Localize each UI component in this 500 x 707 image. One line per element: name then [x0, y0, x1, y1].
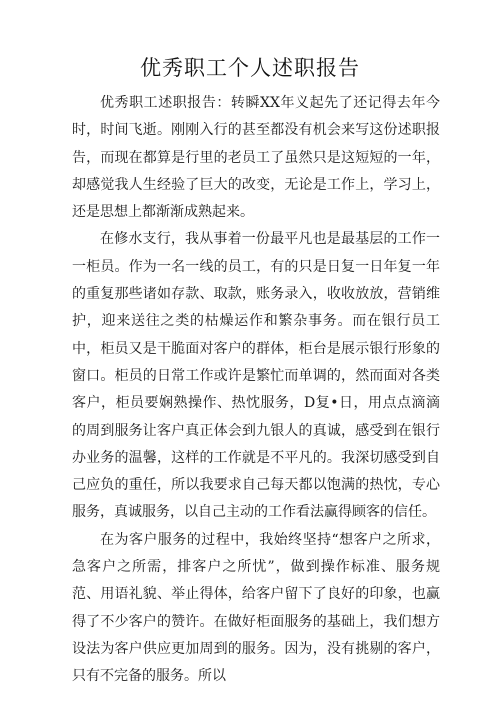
paragraph-1: 优秀职工述职报告：转瞬XX年义起先了还记得去年今时，时间飞逝。刚刚入行的甚至都没有机会来写这份述职报告，而现在都算是行里的老员工了虽然只是这短短的一年，却感觉我人生经验了巨大的改变，无论是工作上，学习上，还是思想上都渐渐成熟起来。: [72, 95, 440, 221]
document-title: 优秀职工个人述职报告: [140, 56, 360, 80]
paragraph-3: 在为客户服务的过程中，我始终坚持“想客户之所求，急客户之所需，排客户之所忧”，做到操作标准、服务规范、用语礼貌、举止得体，给客户留下了良好的印象，也赢得了不少客户的赞许。在做好柜面服务的基础上，我们想方设法为客户供应更加周到的服务。因为，没有挑剔的客户，只有不完备的服务。所以: [72, 531, 440, 685]
document-body: [72, 90, 440, 691]
paragraph-2: 在修水支行，我从事着一份最平凡也是最基层的工作一一柜员。作为一名一线的员工，有的只是日复一日年复一年的重复那些诸如存款、取款，账务录入，收收放放，营销维护，迎来送往之类的枯燥运作和繁杂事务。而在银行员工中，柜员又是干脆面对客户的群体，柜台是展示银行形象的窗口。柜员的日常工作或许是繁忙而单调的，然而面对各类客户，柜员要娴熟操作、热忱服务，D复•日，用点点滴滴的周到服务让客户真正体会到九银人的真诚，感受到在银行办业务的温馨，这样的工作就是不平凡的。我深切感受到自己应负的重任，所以我要求自己每天都以饱满的热忱，专心服务，真诚服务，以自己主动的工作看法赢得顾客的信任。: [72, 231, 440, 521]
